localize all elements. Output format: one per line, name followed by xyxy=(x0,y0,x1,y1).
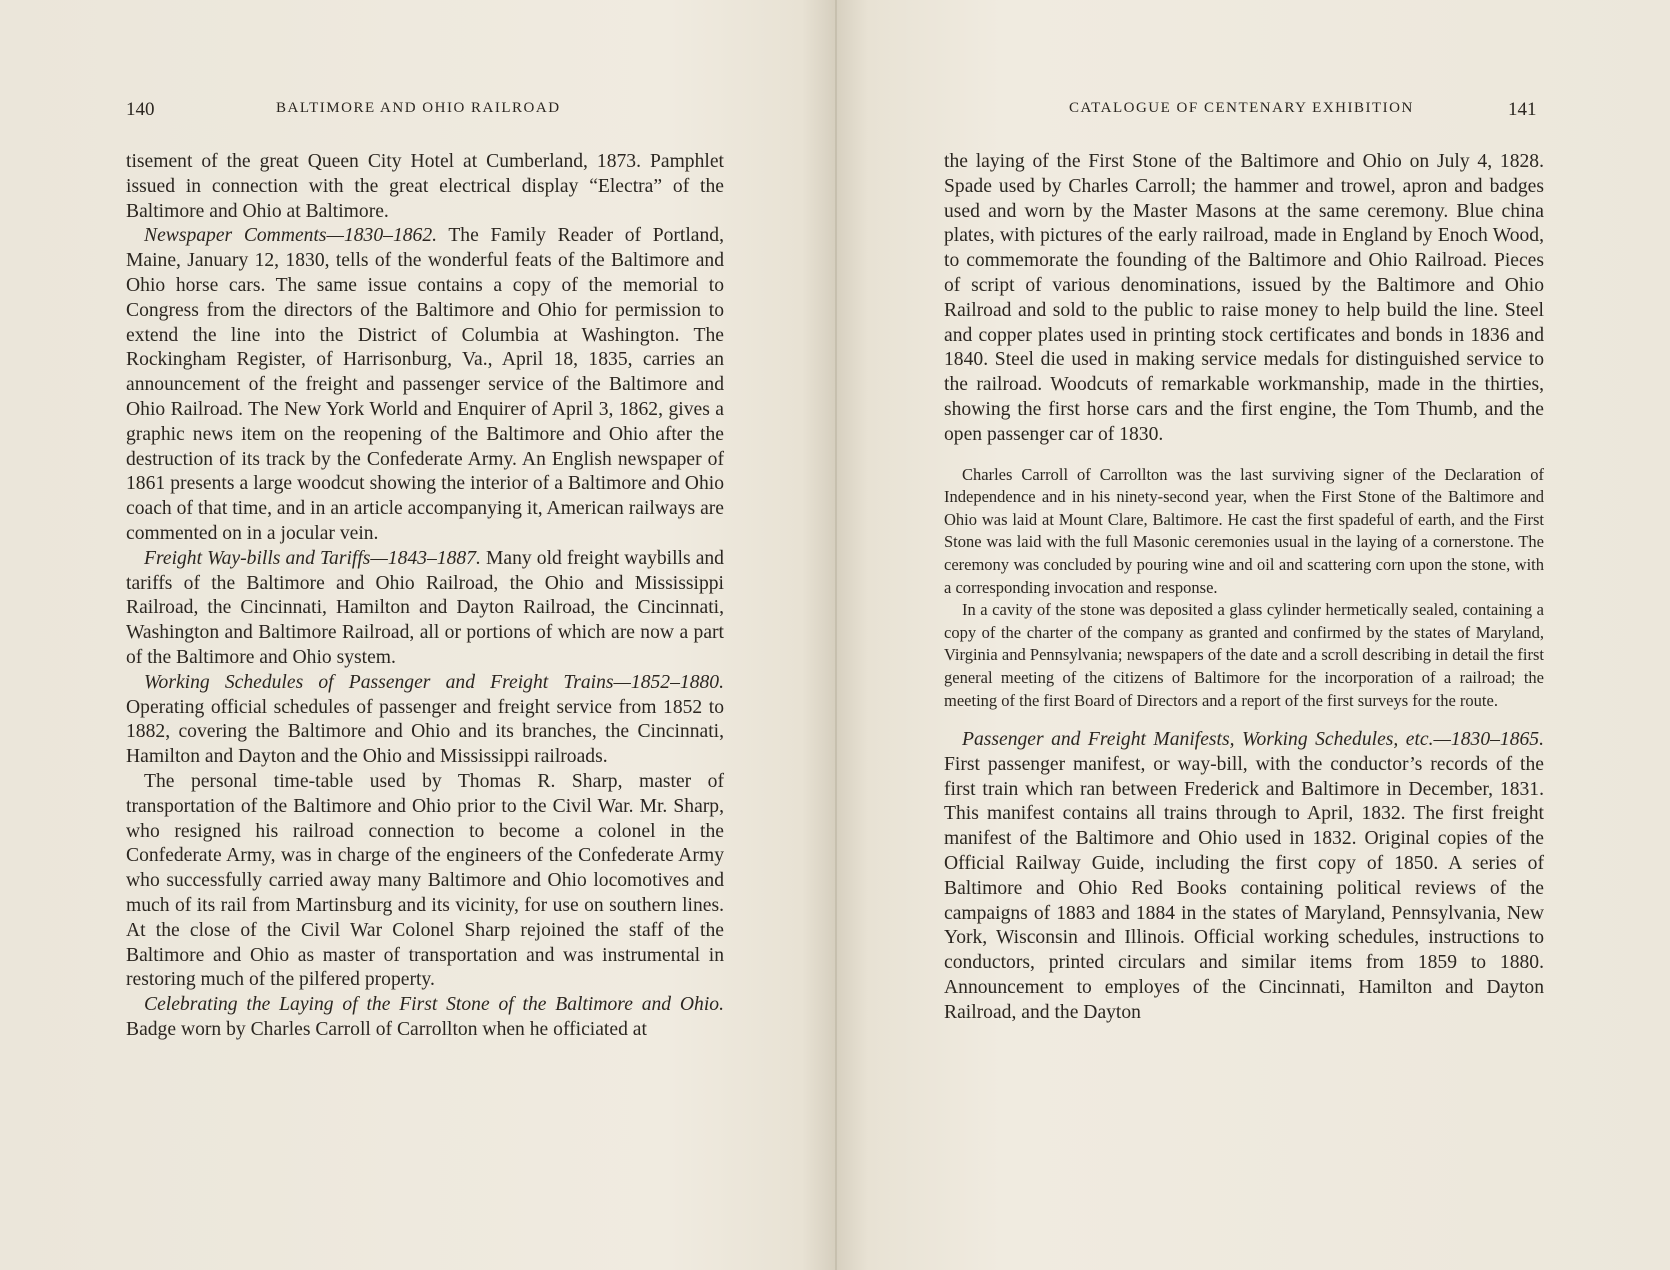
paragraph-text: The personal time-table used by Thomas R. Sharp, master of transportation of the Baltimore and Ohio prior to the Civil War. Mr. Sharp, who resigned his railroad connection to become a colonel in the Confederate Army, was in charge of the engineers of the Confederate Army who successfully carried away many Baltimore and Ohio locomotives and much of its rail from Martinsburg and its vicinity, for use on southern lines. At the close of the Civil War Colonel Sharp rejoined the staff of the Baltimore and Ohio as master of transportation and was instrumental in restoring much of the pilfered property. xyxy=(126,770,724,991)
note-paragraph xyxy=(944,464,1544,600)
paragraph-text: Badge worn by Charles Carroll of Carrollton when he officiated at xyxy=(126,1018,647,1040)
page-body xyxy=(126,150,724,1043)
note-paragraph xyxy=(944,599,1544,712)
paragraph-heading: Working Schedules of Passenger and Freight Trains—1852–1880. xyxy=(144,671,724,693)
paragraph-heading: Newspaper Comments—1830–1862. xyxy=(144,225,438,247)
paragraph-text: Operating official schedules of passenger and freight service from 1852 to 1882, covering the Baltimore and Ohio and its branches, the Cincinnati, Hamilton and Dayton and the Ohio and Mississippi railroads. xyxy=(126,696,724,768)
paragraph-text: Many old freight waybills and tariffs of the Baltimore and Ohio Railroad, the Ohio and Mississippi Railroad, the Cincinnati, Hamilton and Dayton Railroad, the Cincinnati, Washington and Baltimore Railroad, all or portions of which are now a part of the Baltimore and Ohio system. xyxy=(126,547,724,668)
paragraph-text: tisement of the great Queen City Hotel at Cumberland, 1873. Pamphlet issued in connection with the great electrical display “Electra” of the Baltimore and Ohio at Baltimore. xyxy=(126,151,724,222)
paragraph-text: the laying of the First Stone of the Baltimore and Ohio on July 4, 1828. Spade used by Charles Carroll; the hammer and trowel, apron and badges used and worn by the Master Masons at the same ceremony. Blue china plates, with pictures of the early railroad, made in England by Enoch Wood, to commemorate the founding of the Baltimore and Ohio Railroad. Pieces of script of various denominations, issued by the Baltimore and Ohio Railroad and sold to the public to raise money to help build the line. Steel and copper plates used in printing stock certificates and bonds in 1836 and 1840. Steel die used in making service medals for distinguished service to the railroad. Woodcuts of remarkable workmanship, made in the thirties, showing the first horse cars and the first engine, the Tom Thumb, and the open passenger car of 1830. xyxy=(944,151,1544,445)
paragraph xyxy=(126,224,724,546)
paragraph-heading: Passenger and Freight Manifests, Working Schedules, etc.—1830–1865. xyxy=(962,729,1544,751)
paragraph xyxy=(944,728,1544,1026)
paragraph xyxy=(126,770,724,993)
paragraph xyxy=(126,547,724,671)
page-body xyxy=(944,150,1544,1026)
paragraph-heading: Celebrating the Laying of the First Stone of the Baltimore and Ohio. xyxy=(144,994,724,1016)
paragraph xyxy=(126,993,724,1043)
paragraph-text: The Family Reader of Portland, Maine, January 12, 1830, tells of the wonderful feats of the Baltimore and Ohio horse cars. The same issue contains a copy of the memorial to Congress from the directors of the Baltimore and Ohio for permission to extend the line into the District of Columbia at Washington. The Rockingham Register, of Harrisonburg, Va., April 18, 1835, carries an announcement of the freight and passenger service of the Baltimore and Ohio Railroad. The New York World and Enquirer of April 3, 1862, gives a graphic news item on the reopening of the Baltimore and Ohio after the destruction of its track by the Confederate Army. An English newspaper of 1861 presents a large woodcut showing the interior of a Baltimore and Ohio coach of that time, and in an article accompanying it, American railways are commented on in a jocular vein. xyxy=(126,225,725,544)
paragraph-heading: Freight Way-bills and Tariffs—1843–1887. xyxy=(144,547,481,569)
paragraph xyxy=(944,150,1544,448)
right-page xyxy=(837,0,1670,1270)
paragraph xyxy=(126,671,724,770)
paragraph-text: Charles Carroll of Carrollton was the last surviving signer of the Declaration of Independence and in his ninety-second year, when the First Stone of the Baltimore and Ohio was laid at Mount Clare, Baltimore. He cast the first spadeful of earth, and the First Stone was laid with the full Masonic ceremonies usual in the laying of a cornerstone. The ceremony was concluded by pouring wine and oil and scattering corn upon the stone, with a corresponding invocation and response. xyxy=(944,464,1544,597)
paragraph-text: First passenger manifest, or way-bill, with the conductor’s records of the first train which ran between Frederick and Baltimore in December, 1831. This manifest contains all trains through to April, 1832. The first freight manifest of the Baltimore and Ohio used in 1832. Original copies of the Official Railway Guide, including the first copy of 1850. A series of Baltimore and Ohio Red Books containing political reviews of the campaigns of 1883 and 1884 in the states of Maryland, Pennsylvania, New York, Wisconsin and Illinois. Official working schedules, instructions to conductors, printed circulars and similar items from 1859 to 1880. Announcement to employes of the Cincinnati, Hamilton and Dayton Railroad, and the Dayton xyxy=(944,753,1544,1023)
running-head: CATALOGUE OF CENTENARY EXHIBITION xyxy=(1069,100,1414,116)
page-number: 140 xyxy=(126,99,155,120)
paragraph xyxy=(126,150,724,224)
page-number: 141 xyxy=(1508,99,1537,120)
paragraph-text: In a cavity of the stone was deposited a glass cylinder hermetically sealed, containing a copy of the charter of the company as granted and confirmed by the states of Maryland, Virginia and Pennsylvania; newspapers of the date and a scroll describing in detail the first general meeting of the citizens of Baltimore for the incorporation of a railroad; the meeting of the first Board of Directors and a report of the first surveys for the route. xyxy=(944,600,1544,710)
running-head: BALTIMORE AND OHIO RAILROAD xyxy=(276,100,561,116)
